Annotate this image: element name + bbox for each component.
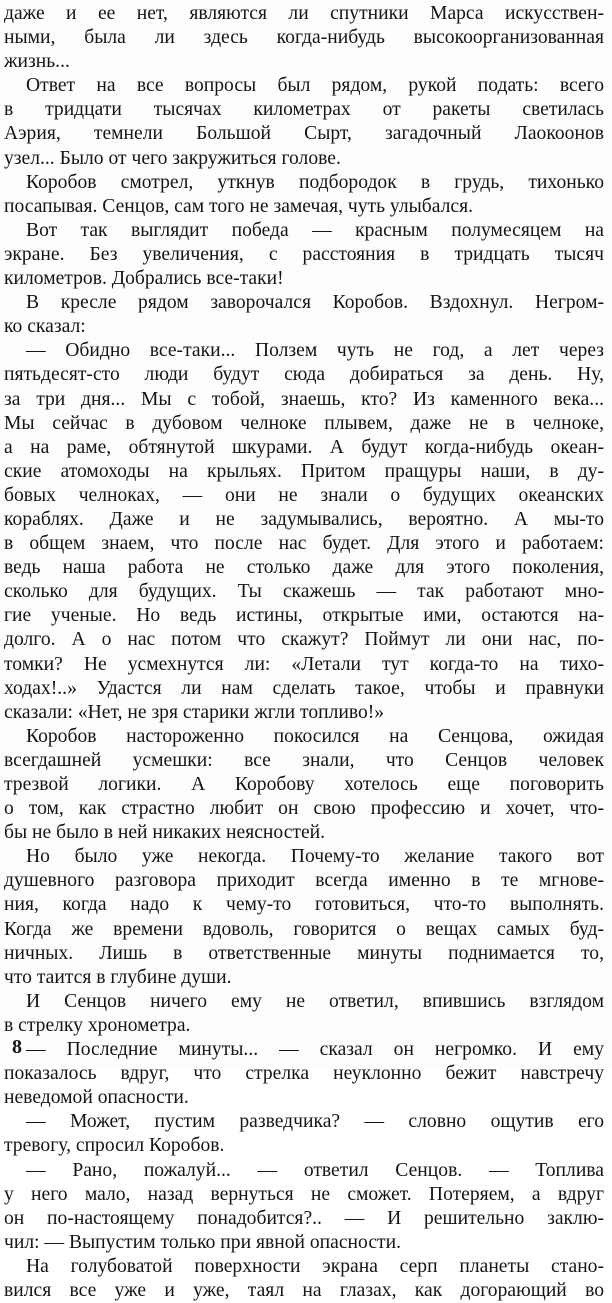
text-line: На голубоватой поверхности экрана серп планеты стано- [26, 1255, 604, 1277]
text-line: ния, когда надо к чему-то готовиться, что-то выполнять. [4, 894, 604, 916]
text-line: В кресле рядом заворочался Коробов. Вздохнул. Негром- [26, 292, 604, 314]
text-line: сказали: «Нет, не зря старики жгли топливо!» [4, 701, 385, 723]
text-line: даже и ее нет, являются ли спутники Марса искусствен- [4, 3, 604, 24]
text-line: ские атомоходы на крыльях. Притом пращуры наши, в ду- [4, 460, 604, 482]
page-number: 8 [12, 1036, 22, 1058]
text-line: что таится в глубине души. [4, 966, 232, 988]
text-line: — Обидно все-таки... Ползем чуть не год, а лет через [26, 340, 604, 362]
text-line: а на раме, обтянутой шкурами. А будут когда-нибудь океан- [4, 436, 604, 458]
text-line: ко сказал: [4, 316, 86, 338]
text-line: всегдашней усмешки: все знали, что Сенцов человек [4, 749, 604, 771]
text-line: душевного разговора приходит всегда именно в те мгнове- [4, 870, 604, 892]
text-line: бы не было в ней никаких неясностей. [4, 822, 326, 844]
text-line: Но было уже некогда. Почему-то желание такого вот [26, 846, 604, 868]
text-line: узел... Было от чего закружиться голове. [4, 147, 341, 169]
text-line: в общем знаем, что после нас будет. Для этого и работаем: [4, 533, 604, 555]
text-line: Коробов смотрел, уткнув подбородок в грудь, тихонько [26, 171, 604, 193]
text-line: кораблях. Даже и не задумывались, вероятно. А мы-то [4, 508, 604, 530]
text-line: тревогу, спросил Коробов. [4, 1135, 225, 1157]
text-line: Вот так выглядит победа — красным полумесяцем на [26, 219, 604, 241]
text-line: томки? Не усмехнутся ли: «Летали тут когда-то на тихо- [4, 653, 604, 675]
text-line: бовых челноках, — они не знали о будущих океанских [4, 484, 604, 506]
text-line: экране. Без увеличения, с расстояния в тридцать тысяч [4, 243, 604, 265]
text-line: чил: — Выпустим только при явной опасности. [4, 1231, 401, 1253]
text-line: Ответ на все вопросы был рядом, рукой подать: всего [26, 75, 604, 97]
text-line: показалось вдруг, что стрелка неуклонно бежит навстречу [4, 1063, 604, 1085]
text-line: Мы сейчас в дубовом челноке плывем, даже не в челноке, [4, 412, 604, 434]
text-line: вился все уже и уже, таял на глазах, как догорающий во [4, 1279, 604, 1301]
text-line: сколько для будущих. Ты скажешь — так работают мно- [4, 581, 604, 603]
text-line: жизнь... [4, 51, 70, 73]
text-line: — Рано, пожалуй... — ответил Сенцов. — Топлива [26, 1159, 604, 1181]
text-line: посапывая. Сенцов, сам того не замечая, чуть улыбался. [4, 195, 474, 217]
text-line: ничных. Лишь в ответственные минуты поднимается то, [4, 942, 604, 964]
text-line: — Последние минуты... — сказал он негромко. И ему [26, 1039, 604, 1061]
text-line: ведь наша работа не столько даже для этого поколения, [4, 557, 604, 579]
text-line: неведомой опасности. [4, 1087, 189, 1109]
text-line: ными, была ли здесь когда-нибудь высокоорганизованная [4, 27, 604, 49]
text-line: трезвой логики. А Коробову хотелось еще поговорить [4, 774, 604, 795]
text-line: Когда же времени вдоволь, говорится о вещах самых буд- [4, 918, 604, 940]
text-line: Коробов настороженно покосился на Сенцова, ожидая [26, 725, 604, 747]
text-line: он по-настоящему понадобится?.. — И решительно заклю- [4, 1207, 604, 1229]
text-line: — Может, пустим разведчика? — словно ощутив его [26, 1111, 604, 1133]
text-line: километров. Добрались все-таки! [4, 268, 284, 290]
text-line: у него мало, назад вернуться не сможет. Потеряем, а вдруг [4, 1183, 604, 1205]
text-line: ходах!..» Удастся ли нам сделать такое, чтобы и правнуки [4, 677, 604, 699]
text-line: Аэрия, темнели Большой Сырт, загадочный Лаокоонов [4, 123, 604, 145]
body-text [4, 2, 604, 1303]
text-line: за три дня... Мы с тобой, знаешь, кто? Из каменного века... [4, 388, 604, 410]
text-line: гие ученые. Но ведь истины, открытые ими, остаются на- [4, 605, 604, 627]
text-line: о том, как страстно любит он свою профессию и хочет, что- [4, 798, 604, 820]
text-line: в стрелку хронометра. [4, 1014, 191, 1036]
text-line: пятьдесят-сто люди будут сюда добираться за день. Ну, [4, 364, 604, 386]
text-line: долго. А о нас потом что скажут? Поймут ли они нас, по- [4, 629, 604, 651]
text-line: в тридцати тысячах километрах от ракеты светилась [4, 99, 604, 121]
text-line: И Сенцов ничего ему не ответил, впившись взглядом [26, 990, 604, 1012]
